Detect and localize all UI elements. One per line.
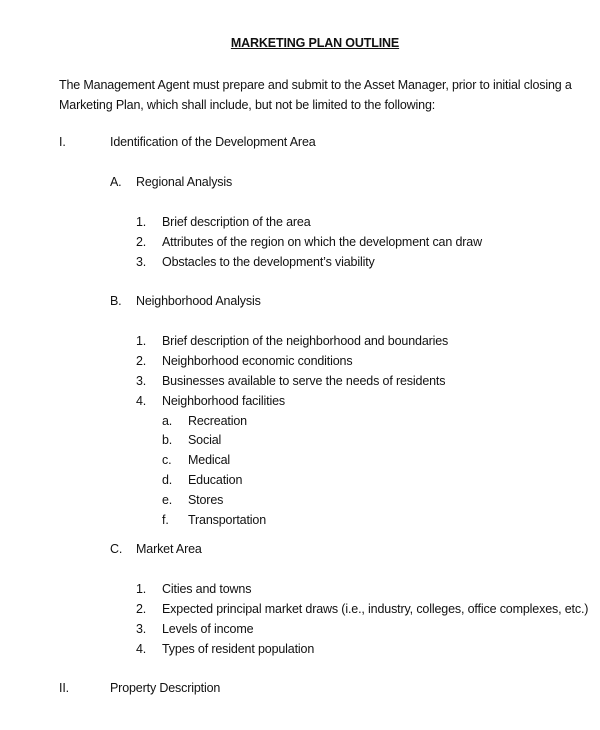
sub-list-item-marker: c. [162,453,172,467]
sub-list-item: Social [188,433,222,447]
list-item: Brief description of the neighborhood and boundaries [162,334,449,348]
sub-list-item-marker: b. [162,433,173,447]
sub-list-item-marker: d. [162,473,173,487]
list-item: Neighborhood economic conditions [162,354,353,368]
list-item: Cities and towns [162,582,252,596]
sub-list-item-marker: f. [162,513,169,527]
subsection-marker: A. [110,175,122,189]
list-item-marker: 1. [136,215,147,229]
subsection-marker: B. [110,294,122,308]
list-item-marker: 2. [136,235,147,249]
list-item-marker: 1. [136,582,147,596]
list-item: Attributes of the region on which the development can draw [162,235,482,249]
list-item-marker: 2. [136,602,147,616]
list-item-marker: 4. [136,642,147,656]
list-item: Types of resident population [162,642,315,656]
subsection-heading: Market Area [136,542,202,556]
list-item-marker: 1. [136,334,147,348]
list-item-marker: 3. [136,622,147,636]
intro-paragraph [59,75,572,115]
list-item-marker: 3. [136,374,147,388]
sub-list-item: Stores [188,493,224,507]
section-heading: Identification of the Development Area [110,135,316,149]
subsection-heading: Regional Analysis [136,175,233,189]
list-item: Businesses available to serve the needs of residents [162,374,446,388]
subsection-heading: Neighborhood Analysis [136,294,261,308]
intro-line-2: Marketing Plan, which shall include, but not be limited to the following: [59,98,436,112]
sub-list-item: Medical [188,453,231,467]
list-item-marker: 4. [136,394,147,408]
sub-list-item-marker: e. [162,493,173,507]
list-item-marker: 2. [136,354,147,368]
document-title: MARKETING PLAN OUTLINE [230,36,400,50]
list-item: Neighborhood facilities [162,394,286,408]
section-heading: Property Description [110,681,221,695]
section-marker: I. [59,135,66,149]
sub-list-item: Recreation [188,414,247,428]
sub-list-item-marker: a. [162,414,173,428]
list-item: Expected principal market draws (i.e., industry, colleges, office complexes, etc.) [162,602,589,616]
intro-line-1: The Management Agent must prepare and submit to the Asset Manager, prior to initial closing a [59,78,572,92]
list-item: Brief description of the area [162,215,311,229]
sub-list-item: Education [188,473,243,487]
list-item: Levels of income [162,622,254,636]
subsection-marker: C. [110,542,123,556]
sub-list-item: Transportation [188,513,267,527]
list-item: Obstacles to the development’s viability [162,255,375,269]
list-item-marker: 3. [136,255,147,269]
section-marker: II. [59,681,69,695]
